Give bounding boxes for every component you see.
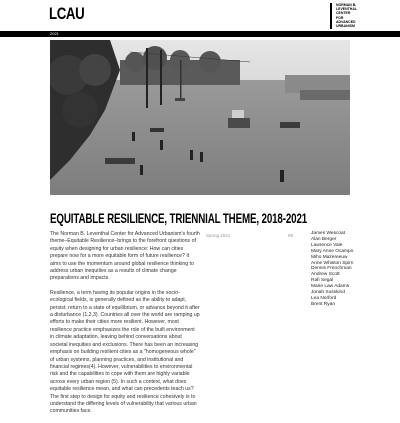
article-body xyxy=(50,231,200,423)
site-header xyxy=(0,0,400,31)
article-paragraph: Resilience, a term having its popular origins in the socio-ecological fields, is generally defined as the ability to adapt, persist, return to a state of equilibrium, or advance beyond it after a disturbance (1,2,3). Countries all over the world are ramping up efforts to make their cities more resilient. However, most resilience practice emphasizes the role of the built environment in climate adaptation, leaving behind conversations about societal inequities and exclusions. There has been an increasing emphasis on building resilient cities as a "homogeneous whole" of urban systems, planning practices, and institutional and financial regimes(4). However, vulnerabilities to environmental risk and the capabilities to cope with them are highly variable across every urban region (5). In such a context, what does equitable resilience mean, and what can precedents teach us? The first step to design for equity and resilience cohesively is to understand the differing levels of vulnerability that various urban communities face. xyxy=(50,289,200,415)
person-link[interactable]: Lawrence Vale xyxy=(311,242,343,248)
person-link[interactable]: Rafi Segal xyxy=(311,278,334,284)
hero-image xyxy=(50,40,350,195)
person-link[interactable]: Alan Berger xyxy=(311,236,337,242)
person-link[interactable]: Brent Ryan xyxy=(311,301,335,307)
article-title: EQUITABLE RESILIENCE, TRIENNIAL THEME, 2018-2021 xyxy=(50,211,308,226)
article-paragraph: The Norman B. Leventhal Center for Advanced Urbanism's fourth theme–Equitable Resilience–brings to the forefront questions of equity when designing for urban resilience: How can cities prepare now for a more equitable form of future resilience? It aims to use the momentum around global resilience thinking to address urban inequities as a results of climate change preparations and impacts. xyxy=(50,231,200,282)
header-band-text: 2021 xyxy=(50,31,59,36)
header-band xyxy=(0,31,400,37)
person-link[interactable]: Dennis Frenchman xyxy=(311,266,352,272)
person-link[interactable]: Jonah Susskind xyxy=(311,290,345,296)
brand-block[interactable] xyxy=(330,3,357,29)
article-date: Spring 2021 xyxy=(206,233,231,238)
brand-bar xyxy=(330,3,332,29)
brand-text: NORMAN B. LEVENTHAL CENTER FOR ADVANCED URBANISM xyxy=(336,3,357,29)
person-link[interactable]: Mary Anne Ocampo xyxy=(311,248,354,254)
flooded-street-photo-icon xyxy=(50,40,350,195)
person-link[interactable]: James Wescoat xyxy=(311,231,346,236)
person-link[interactable]: Miho Mazereeuw xyxy=(311,254,348,260)
people-list xyxy=(311,231,353,308)
site-logo[interactable]: LCAU xyxy=(49,4,85,23)
article-count: 99 xyxy=(288,233,294,238)
person-link[interactable]: Anne Whiston Spirn xyxy=(311,260,354,266)
person-link[interactable]: Lea Norford xyxy=(311,295,337,301)
person-link[interactable]: Marie Law Adams xyxy=(311,284,350,290)
person-link[interactable]: Andrew Scott xyxy=(311,272,340,278)
